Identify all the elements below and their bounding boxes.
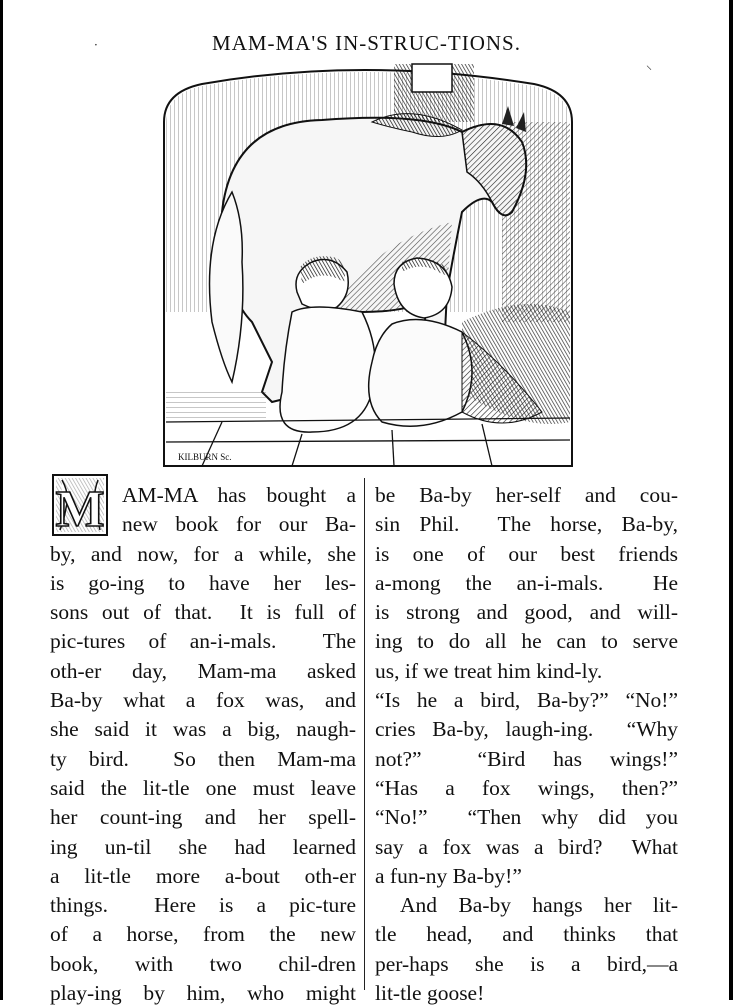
engraver-signature: KILBURN Sc. — [178, 452, 232, 462]
text-line: she said it was a big, naugh- — [50, 717, 356, 742]
text-line: cries Ba-by, laugh-ing. “Why — [375, 717, 678, 742]
text-line: lit-tle goose! — [375, 981, 485, 1006]
text-line: sin Phil. The horse, Ba-by, — [375, 512, 678, 537]
text-line: And Ba-by hangs her lit- — [400, 893, 678, 918]
page-edge-left — [0, 0, 3, 1000]
text-line: “No!” “Then why did you — [375, 805, 678, 830]
ink-speck: ⸜ — [646, 58, 653, 72]
page-edge-right — [729, 0, 733, 1000]
text-line: is strong and good, and will- — [375, 600, 678, 625]
text-line: things. Here is a pic-ture — [50, 893, 356, 918]
text-line: us, if we treat him kind-ly. — [375, 658, 603, 683]
text-line: say a fox was a bird? What — [375, 834, 678, 859]
right-column — [375, 481, 678, 1008]
text-line: oth-er day, Mam-ma asked — [50, 658, 356, 683]
text-line: ing un-til she had learned — [50, 834, 356, 859]
text-line: of a horse, from the new — [50, 922, 356, 947]
text-line: be Ba-by her-self and cou- — [375, 483, 678, 507]
text-line: ty bird. So then Mam-ma — [50, 746, 356, 771]
text-line: a fun-ny Ba-by!” — [375, 863, 522, 888]
text-line: ing to do all he can to serve — [375, 629, 678, 654]
text-line: Ba-by what a fox was, and — [50, 688, 356, 713]
text-line: by, and now, for a while, she — [50, 541, 356, 566]
text-line: her count-ing and her spell- — [50, 805, 356, 830]
text-line: book, with two chil-dren — [50, 951, 356, 976]
dropcap-letter: M — [55, 481, 105, 536]
text-line: tle head, and thinks that — [375, 922, 678, 947]
text-line: per-haps she is a bird,—a — [375, 951, 678, 976]
text-line: is one of our best friends — [375, 541, 678, 566]
text-line: play-ing by him, who might — [50, 981, 356, 1006]
text-line: not?” “Bird has wings!” — [375, 746, 678, 771]
text-line: a lit-tle more a-bout oth-er — [50, 863, 356, 888]
page-title: MAM-MA'S IN-STRUC-TIONS. — [212, 31, 521, 55]
text-line: new book for our Ba- — [122, 512, 356, 537]
text-line: a-mong the an-i-mals. He — [375, 570, 678, 595]
engraving-illustration — [162, 62, 574, 468]
text-line: said the lit-tle one must leave — [50, 775, 356, 800]
ink-speck: · — [94, 38, 98, 52]
text-line: is go-ing to have her les- — [50, 570, 356, 595]
column-divider — [364, 478, 365, 990]
text-line: “Is he a bird, Ba-by?” “No!” — [375, 688, 678, 713]
text-line: pic-tures of an-i-mals. The — [50, 629, 356, 654]
left-column — [50, 481, 356, 1008]
text-line: sons out of that. It is full of — [50, 600, 356, 625]
text-line: AM-MA has bought a — [122, 483, 356, 507]
text-line: “Has a fox wings, then?” — [375, 775, 678, 800]
